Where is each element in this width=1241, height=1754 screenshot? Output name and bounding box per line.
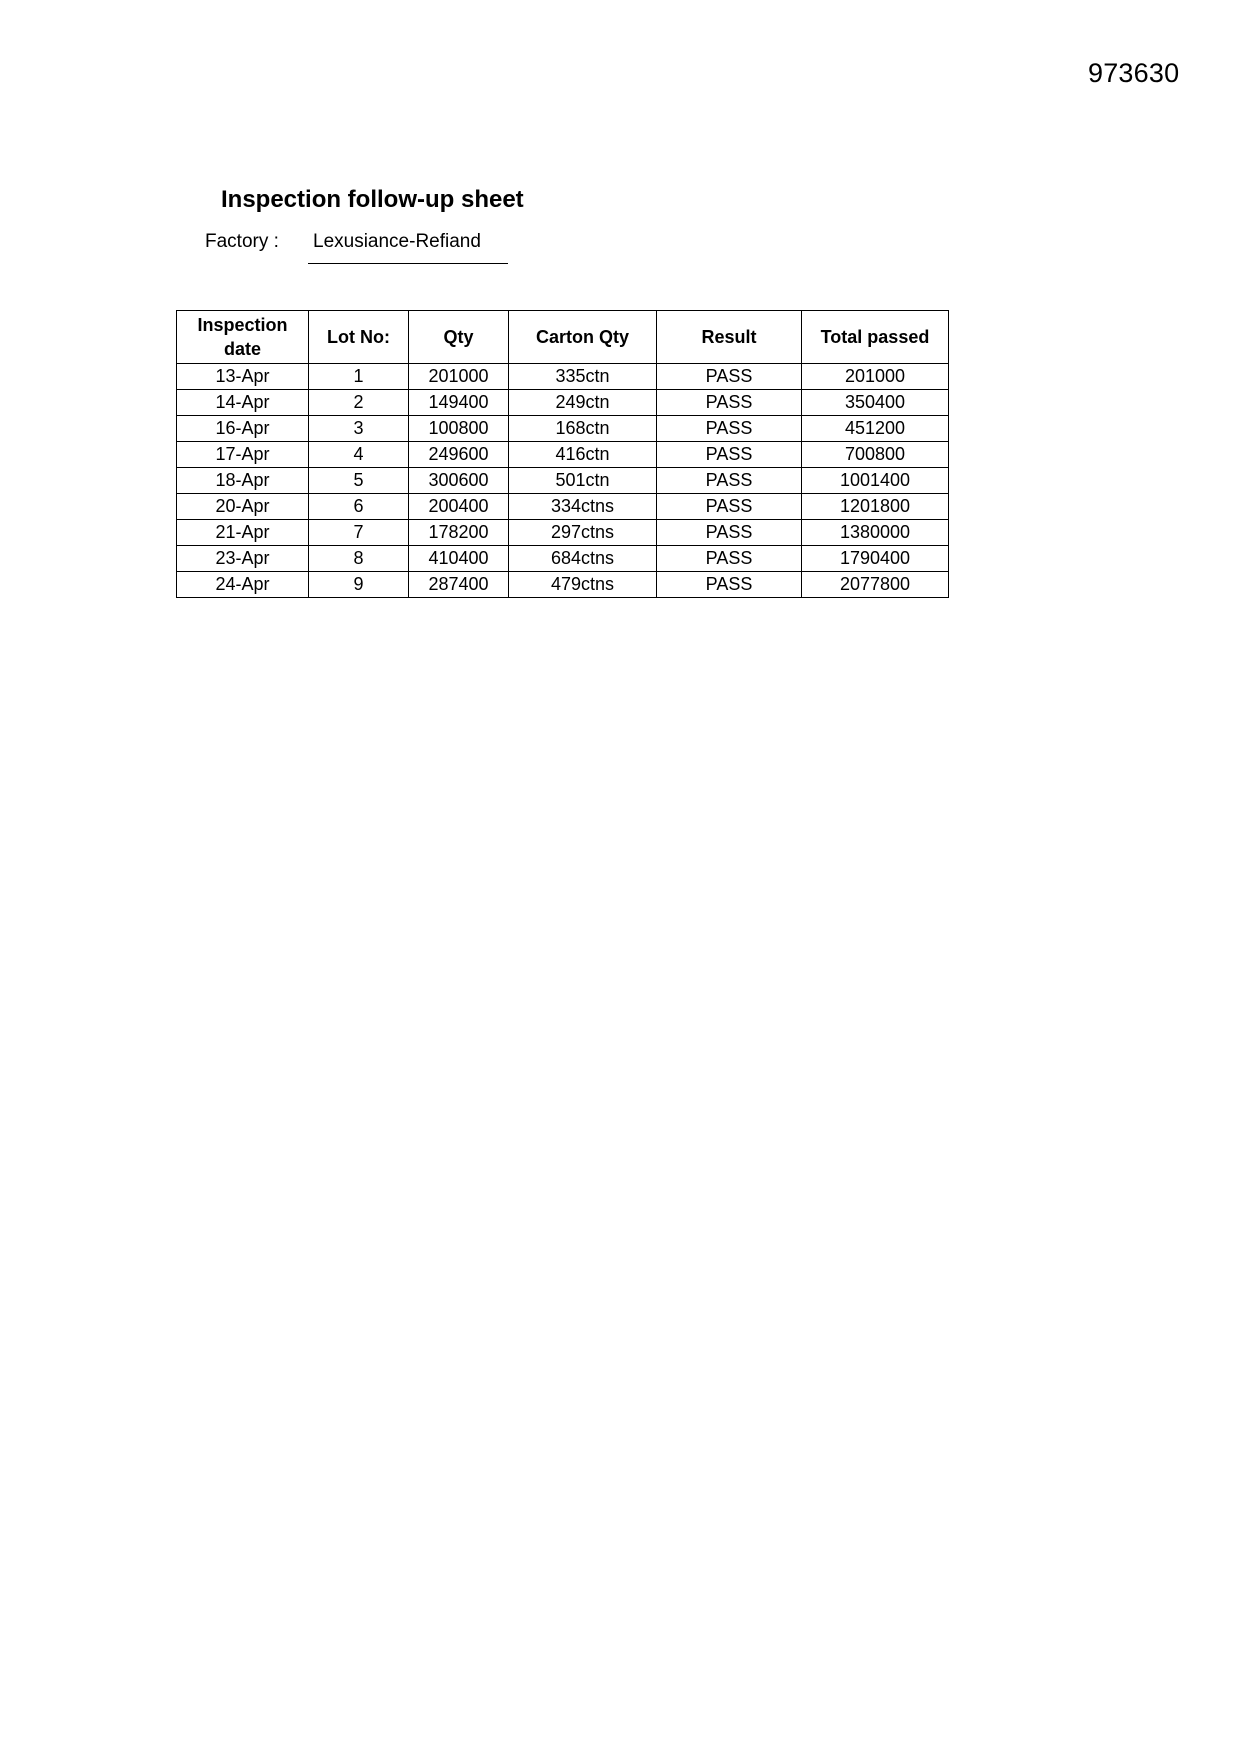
cell-qty: 200400 <box>409 494 509 520</box>
cell-carton: 334ctns <box>509 494 657 520</box>
cell-date: 13-Apr <box>177 364 309 390</box>
cell-result: PASS <box>657 416 802 442</box>
cell-carton: 479ctns <box>509 572 657 598</box>
cell-result: PASS <box>657 546 802 572</box>
cell-qty: 100800 <box>409 416 509 442</box>
cell-total: 1201800 <box>802 494 949 520</box>
cell-total: 1380000 <box>802 520 949 546</box>
cell-total: 2077800 <box>802 572 949 598</box>
header-carton-qty: Carton Qty <box>509 311 657 364</box>
cell-total: 451200 <box>802 416 949 442</box>
cell-total: 201000 <box>802 364 949 390</box>
inspection-table <box>176 310 949 598</box>
header-result: Result <box>657 311 802 364</box>
cell-lot: 8 <box>309 546 409 572</box>
cell-lot: 7 <box>309 520 409 546</box>
cell-carton: 249ctn <box>509 390 657 416</box>
factory-label: Factory : <box>205 231 279 252</box>
header-inspection-date-label: Inspection date <box>197 315 288 359</box>
cell-carton: 297ctns <box>509 520 657 546</box>
cell-total: 1790400 <box>802 546 949 572</box>
cell-qty: 149400 <box>409 390 509 416</box>
cell-date: 18-Apr <box>177 468 309 494</box>
cell-date: 14-Apr <box>177 390 309 416</box>
cell-result: PASS <box>657 364 802 390</box>
table-header <box>177 311 949 364</box>
cell-qty: 201000 <box>409 364 509 390</box>
header-qty: Qty <box>409 311 509 364</box>
cell-carton: 335ctn <box>509 364 657 390</box>
cell-lot: 1 <box>309 364 409 390</box>
table-row <box>177 520 949 546</box>
header-inspection-date <box>177 311 309 364</box>
table-body <box>177 364 949 598</box>
cell-carton: 501ctn <box>509 468 657 494</box>
cell-result: PASS <box>657 390 802 416</box>
cell-date: 21-Apr <box>177 520 309 546</box>
table-row <box>177 468 949 494</box>
cell-result: PASS <box>657 572 802 598</box>
cell-total: 700800 <box>802 442 949 468</box>
document-id-number: 973630 <box>1088 58 1180 88</box>
cell-result: PASS <box>657 442 802 468</box>
cell-qty: 249600 <box>409 442 509 468</box>
cell-lot: 3 <box>309 416 409 442</box>
cell-lot: 9 <box>309 572 409 598</box>
table-header-row <box>177 311 949 364</box>
cell-qty: 178200 <box>409 520 509 546</box>
cell-result: PASS <box>657 520 802 546</box>
cell-lot: 4 <box>309 442 409 468</box>
table-row <box>177 546 949 572</box>
cell-date: 24-Apr <box>177 572 309 598</box>
cell-total: 350400 <box>802 390 949 416</box>
factory-value: Lexusiance-Refiand <box>313 231 481 252</box>
cell-lot: 2 <box>309 390 409 416</box>
cell-qty: 300600 <box>409 468 509 494</box>
table-row <box>177 364 949 390</box>
cell-result: PASS <box>657 494 802 520</box>
header-total-passed: Total passed <box>802 311 949 364</box>
header-lot-no: Lot No: <box>309 311 409 364</box>
cell-carton: 684ctns <box>509 546 657 572</box>
cell-total: 1001400 <box>802 468 949 494</box>
table-row <box>177 390 949 416</box>
cell-date: 16-Apr <box>177 416 309 442</box>
table-row <box>177 442 949 468</box>
cell-lot: 5 <box>309 468 409 494</box>
cell-qty: 410400 <box>409 546 509 572</box>
cell-date: 17-Apr <box>177 442 309 468</box>
page-title: Inspection follow-up sheet <box>221 186 524 213</box>
table-row <box>177 494 949 520</box>
table-row <box>177 416 949 442</box>
factory-underline <box>308 263 508 264</box>
cell-lot: 6 <box>309 494 409 520</box>
cell-carton: 416ctn <box>509 442 657 468</box>
cell-result: PASS <box>657 468 802 494</box>
cell-date: 20-Apr <box>177 494 309 520</box>
cell-carton: 168ctn <box>509 416 657 442</box>
table-row <box>177 572 949 598</box>
cell-date: 23-Apr <box>177 546 309 572</box>
cell-qty: 287400 <box>409 572 509 598</box>
